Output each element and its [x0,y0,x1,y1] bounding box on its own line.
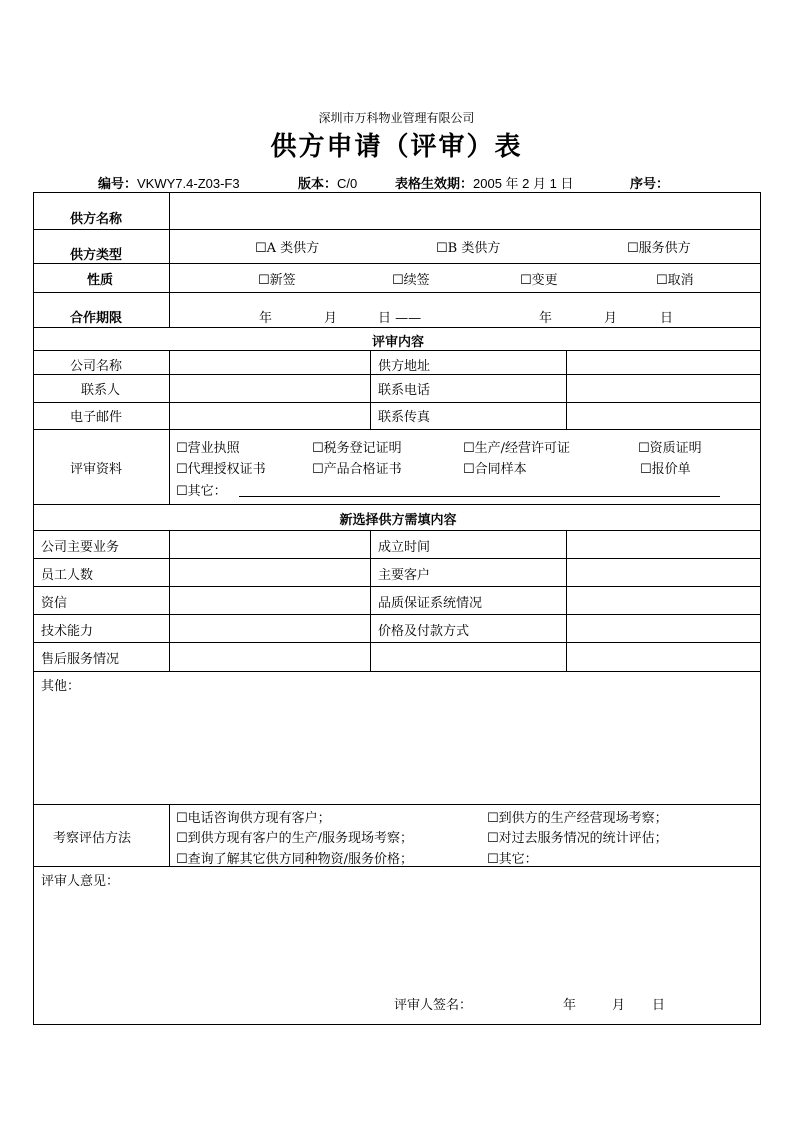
period-month-end: 月 [604,311,618,326]
col-divider [169,804,170,866]
opinion-label: 评审人意见： [41,874,120,889]
company-name: 深圳市万科物业管理有限公司 [318,111,475,125]
credit-label: 资信 [41,596,68,611]
material-production-option[interactable] [463,437,570,456]
checkbox-icon[interactable]: ☐ [392,273,404,288]
code-value: VKWY7.4-Z03-F3 [137,176,240,191]
material-license-option[interactable] [176,437,240,456]
material-tax-label: 税务登记证明 [323,441,402,456]
meta-effective [395,173,573,192]
period-year-end: 年 [539,311,553,326]
period-day: 日 —— [378,311,422,326]
meta-serial [630,173,669,192]
col-divider [566,350,567,429]
checkbox-icon[interactable]: ☐ [176,811,188,826]
type-b-label: B 类供方 [447,241,501,256]
material-other-option[interactable] [176,480,227,499]
checkbox-icon[interactable]: ☐ [255,241,267,256]
form-title: 供方申请（评审）表 [270,132,523,162]
material-qualification-label: 资质证明 [649,441,702,456]
inspection-m5-option[interactable] [176,848,413,867]
nature-change-label: 变更 [531,273,558,288]
supplier-name-label: 供方名称 [70,212,123,227]
row-divider [34,642,760,643]
review-section-title: 评审内容 [371,335,424,350]
inspection-m4-option[interactable] [487,827,668,846]
material-production-label: 生产/经营许可证 [474,441,571,456]
fax-label: 联系传真 [378,410,431,425]
checkbox-icon[interactable]: ☐ [520,273,532,288]
serial-label: 序号： [630,177,670,192]
row-divider [34,327,760,328]
main-business-label: 公司主要业务 [41,540,120,555]
other-label: 其他： [41,679,81,694]
version-value: C/0 [337,176,358,191]
period-label: 合作期限 [70,311,123,326]
row-divider [34,263,760,264]
row-divider [34,429,760,430]
signature-month: 月 [612,998,626,1013]
established-label: 成立时间 [378,540,431,555]
inspection-m5-label: 查询了解其它供方同种物资/服务价格； [187,852,414,867]
type-a-option[interactable] [255,237,319,256]
row-divider [34,229,760,230]
col-divider [370,350,371,429]
signature-label: 评审人签名： [394,998,473,1013]
type-service-label: 服务供方 [638,241,691,256]
period-year: 年 [259,311,273,326]
row-divider [34,374,760,375]
checkbox-icon[interactable]: ☐ [312,441,324,456]
type-service-option[interactable] [627,237,691,256]
effective-label: 表格生效期： [395,177,474,192]
nature-cancel-label: 取消 [667,273,694,288]
meta-version [298,173,357,192]
row-divider [34,292,760,293]
code-label: 编号： [98,177,138,192]
checkbox-icon[interactable]: ☐ [487,831,499,846]
checkbox-icon[interactable]: ☐ [176,441,188,456]
inspection-m2-label: 到供方的生产经营现场考察； [498,811,668,826]
supplier-address-label: 供方地址 [378,359,431,374]
checkbox-icon[interactable]: ☐ [312,462,324,477]
inspection-m2-option[interactable] [487,807,668,826]
col-divider [370,530,371,671]
row-divider [34,530,760,531]
nature-renew-label: 续签 [403,273,430,288]
row-divider [34,804,760,805]
col-divider [169,350,170,504]
inspection-m1-option[interactable] [176,807,331,826]
nature-new-option[interactable] [258,269,296,288]
material-other-underline[interactable] [239,496,720,497]
checkbox-icon[interactable]: ☐ [176,462,188,477]
tech-label: 技术能力 [41,624,94,639]
signature-day: 日 [652,998,666,1013]
nature-label: 性质 [87,273,114,288]
company-name-label: 公司名称 [70,359,123,374]
material-quote-option[interactable] [640,458,691,477]
col-divider [169,193,170,327]
row-divider [34,586,760,587]
period-day-end: 日 [660,311,674,326]
inspection-m3-option[interactable] [176,827,413,846]
checkbox-icon[interactable]: ☐ [176,484,188,499]
qa-system-label: 品质保证系统情况 [378,596,483,611]
email-label: 电子邮件 [70,410,123,425]
type-a-label: A 类供方 [266,241,320,256]
effective-value: 2005 年 2 月 1 日 [473,176,574,191]
material-contract-label: 合同样本 [474,462,527,477]
version-label: 版本： [298,177,338,192]
nature-change-option[interactable] [520,269,558,288]
inspection-m4-label: 对过去服务情况的统计评估； [498,831,668,846]
inspection-m3-label: 到供方现有客户的生产/服务现场考察； [187,831,414,846]
row-divider [34,504,760,505]
type-b-option[interactable] [436,237,500,256]
employees-label: 员工人数 [41,568,94,583]
after-sales-label: 售后服务情况 [41,652,120,667]
material-quote-label: 报价单 [651,462,691,477]
row-divider [34,402,760,403]
col-divider [566,530,567,671]
pricing-label: 价格及付款方式 [378,624,470,639]
material-qualification-option[interactable] [638,437,702,456]
material-contract-option[interactable] [463,458,527,477]
meta-code [98,173,240,192]
contact-phone-label: 联系电话 [378,383,431,398]
material-product-cert-label: 产品合格证书 [323,462,402,477]
inspection-m1-label: 电话咨询供方现有客户； [187,811,331,826]
material-agency-label: 代理授权证书 [187,462,266,477]
materials-label: 评审资料 [70,462,123,477]
material-product-cert-option[interactable] [312,458,402,477]
application-form [33,192,761,1025]
checkbox-icon[interactable]: ☐ [176,831,188,846]
signature-year: 年 [563,998,577,1013]
main-clients-label: 主要客户 [378,568,431,583]
checkbox-icon[interactable]: ☐ [656,273,668,288]
row-divider [34,350,760,351]
checkbox-icon[interactable]: ☐ [487,811,499,826]
checkbox-icon[interactable]: ☐ [640,462,652,477]
checkbox-icon[interactable]: ☐ [638,441,650,456]
checkbox-icon[interactable]: ☐ [627,241,639,256]
nature-new-label: 新签 [269,273,296,288]
checkbox-icon[interactable]: ☐ [176,852,188,867]
contact-person-label: 联系人 [81,383,121,398]
inspection-m6-label: 其它： [498,852,538,867]
period-month: 月 [324,311,338,326]
col-divider [169,530,170,671]
material-agency-option[interactable] [176,458,266,477]
row-divider [34,671,760,672]
checkbox-icon[interactable]: ☐ [463,441,475,456]
new-supplier-section-title: 新选择供方需填内容 [339,513,457,528]
material-other-label: 其它： [187,484,227,499]
material-license-label: 营业执照 [187,441,240,456]
row-divider [34,614,760,615]
checkbox-icon[interactable]: ☐ [463,462,475,477]
nature-cancel-option[interactable] [656,269,694,288]
supplier-type-label: 供方类型 [70,248,123,263]
material-tax-option[interactable] [312,437,402,456]
nature-renew-option[interactable] [392,269,430,288]
inspection-m6-option[interactable] [487,848,538,867]
inspection-label: 考察评估方法 [53,831,132,846]
checkbox-icon[interactable]: ☐ [487,852,499,867]
row-divider [34,558,760,559]
checkbox-icon[interactable]: ☐ [258,273,270,288]
checkbox-icon[interactable]: ☐ [436,241,448,256]
